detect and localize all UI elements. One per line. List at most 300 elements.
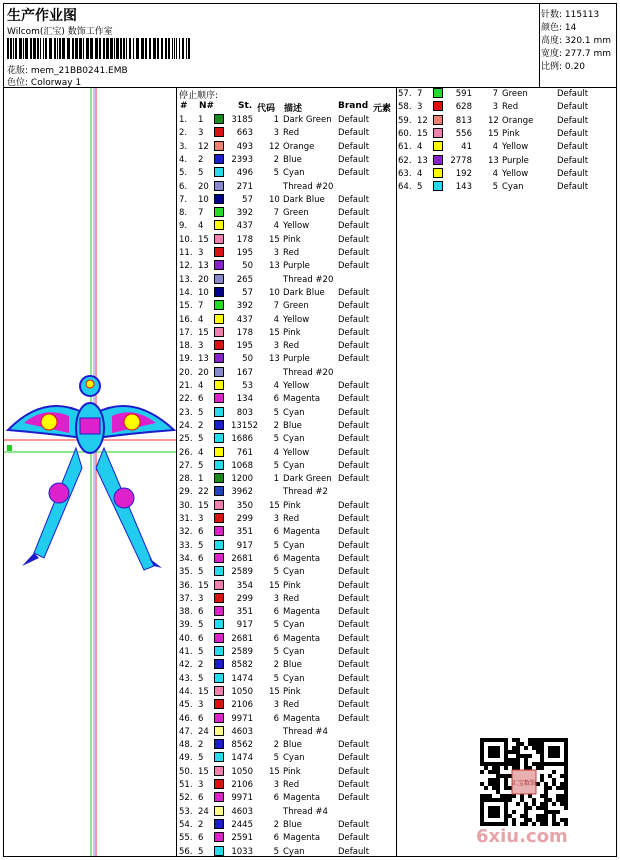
table-row <box>179 260 394 273</box>
row-index: 60. <box>398 128 412 139</box>
row-description: Cyan <box>283 434 305 445</box>
row-index: 43. <box>179 673 193 684</box>
row-needle: 15 <box>198 327 209 338</box>
row-brand: Default <box>338 354 370 365</box>
color-swatch <box>214 407 224 417</box>
table-row <box>179 353 394 366</box>
row-code: 10 <box>269 194 280 205</box>
row-code: 5 <box>273 567 279 578</box>
row-stitches: 354 <box>236 580 253 591</box>
color-swatch <box>214 353 224 363</box>
design-value: mem_21BB0241.EMB <box>30 66 128 76</box>
row-brand: Default <box>338 141 370 152</box>
row-stitches: 761 <box>236 447 253 458</box>
color-swatch <box>214 314 224 324</box>
row-code: 3 <box>492 102 498 113</box>
row-brand: Default <box>338 713 370 724</box>
row-index: 16. <box>179 314 193 325</box>
row-description: Magenta <box>283 527 321 538</box>
row-brand: Default <box>338 633 370 644</box>
row-needle: 6 <box>198 833 204 844</box>
row-index: 61. <box>398 142 412 153</box>
row-index: 24. <box>179 420 193 431</box>
row-brand: Default <box>338 394 370 405</box>
row-index: 11. <box>179 248 193 258</box>
color-swatch <box>214 686 224 696</box>
row-index: 55. <box>179 833 193 844</box>
table-row <box>179 713 394 726</box>
row-needle: 2 <box>198 154 204 165</box>
row-brand: Default <box>338 660 370 671</box>
row-index: 44. <box>179 686 193 697</box>
table-row <box>398 141 613 154</box>
row-code: 5 <box>273 620 279 631</box>
color-swatch <box>214 766 224 776</box>
color-swatch <box>214 553 224 563</box>
row-needle: 4 <box>198 447 204 458</box>
row-brand: Default <box>557 128 589 139</box>
row-index: 47. <box>179 726 193 737</box>
row-stitches: 493 <box>236 141 253 152</box>
row-needle: 12 <box>417 115 428 126</box>
row-description: Cyan <box>283 673 305 684</box>
row-index: 17. <box>179 327 193 338</box>
row-description: Purple <box>283 354 310 365</box>
color-swatch <box>214 593 224 603</box>
row-stitches: 803 <box>236 407 253 418</box>
row-description: Magenta <box>283 793 321 804</box>
color-swatch <box>214 606 224 616</box>
row-needle: 7 <box>198 208 204 219</box>
row-description: Thread #20 <box>283 181 334 192</box>
row-description: Thread #2 <box>283 487 328 498</box>
row-index: 51. <box>179 780 193 790</box>
row-stitches: 1474 <box>231 753 253 764</box>
table-row <box>179 234 394 247</box>
row-index: 20. <box>179 367 193 378</box>
row-description: Cyan <box>283 620 305 631</box>
colorway-value: Colorway 1 <box>30 78 82 88</box>
table-row <box>179 367 394 380</box>
row-index: 26. <box>179 447 193 458</box>
table-row <box>179 154 394 167</box>
row-description: Yellow <box>283 381 310 391</box>
table-row <box>179 447 394 460</box>
row-description: Blue <box>283 154 302 165</box>
row-needle: 20 <box>198 181 209 192</box>
row-brand: Default <box>338 673 370 684</box>
row-brand: Default <box>338 647 370 657</box>
table-row <box>179 194 394 207</box>
color-swatch <box>214 819 224 829</box>
row-code: 5 <box>273 407 279 418</box>
row-needle: 4 <box>417 168 423 179</box>
color-swatch <box>214 260 224 270</box>
row-stitches: 1050 <box>231 686 253 697</box>
color-swatch <box>214 447 224 457</box>
color-swatch <box>214 832 224 842</box>
row-needle: 15 <box>198 766 209 777</box>
table-row <box>179 606 394 619</box>
row-stitches: 628 <box>455 102 472 113</box>
row-code: 6 <box>273 553 279 564</box>
barcode <box>7 38 190 59</box>
row-needle: 24 <box>198 726 209 737</box>
row-description: Yellow <box>502 168 529 179</box>
table-row <box>179 766 394 779</box>
table-row <box>179 566 394 579</box>
color-swatch <box>433 115 443 125</box>
row-code: 4 <box>492 142 498 153</box>
table-row <box>179 380 394 393</box>
row-index: 54. <box>179 819 193 830</box>
row-index: 39. <box>179 620 193 631</box>
row-needle: 4 <box>198 381 204 391</box>
row-brand: Default <box>338 620 370 631</box>
row-stitches: 813 <box>455 115 472 126</box>
row-index: 41. <box>179 647 193 657</box>
row-code: 7 <box>492 89 498 99</box>
col-description: 描述 <box>284 104 303 114</box>
row-code: 1 <box>273 115 279 125</box>
row-stitches: 2589 <box>231 567 253 578</box>
row-brand: Default <box>338 261 370 272</box>
row-brand: Default <box>338 553 370 564</box>
row-needle: 6 <box>198 633 204 644</box>
row-needle: 2 <box>198 740 204 751</box>
row-stitches: 53 <box>242 381 253 391</box>
row-needle: 3 <box>198 780 204 790</box>
row-brand: Default <box>338 766 370 777</box>
row-stitches: 2445 <box>231 819 253 830</box>
row-needle: 5 <box>198 567 204 578</box>
row-code: 3 <box>273 780 279 790</box>
row-code: 15 <box>269 500 280 511</box>
row-needle: 5 <box>198 540 204 551</box>
row-code: 3 <box>273 341 279 352</box>
row-stitches: 2393 <box>231 154 253 165</box>
color-swatch <box>214 194 224 204</box>
row-needle: 15 <box>198 234 209 245</box>
row-brand: Default <box>338 540 370 551</box>
table-row <box>179 819 394 832</box>
row-description: Pink <box>283 327 301 338</box>
col-index: # <box>180 101 188 111</box>
row-stitches: 496 <box>236 168 253 179</box>
row-stitches: 8582 <box>231 660 253 671</box>
row-description: Pink <box>283 234 301 245</box>
color-swatch <box>214 526 224 536</box>
row-stitches: 41 <box>461 142 472 153</box>
color-swatch <box>214 699 224 709</box>
color-swatch <box>214 779 224 789</box>
row-needle: 1 <box>198 115 204 125</box>
row-description: Yellow <box>502 142 529 153</box>
row-needle: 6 <box>198 527 204 538</box>
row-code: 5 <box>273 460 279 471</box>
row-index: 35. <box>179 567 193 578</box>
row-brand: Default <box>338 846 370 857</box>
table-row <box>179 181 394 194</box>
row-code: 2 <box>273 660 279 671</box>
row-code: 6 <box>273 607 279 618</box>
row-needle: 13 <box>198 261 209 272</box>
row-stitches: 192 <box>455 168 472 179</box>
table-row <box>179 393 394 406</box>
table-row <box>398 168 613 181</box>
table-row <box>179 673 394 686</box>
row-index: 12. <box>179 261 193 272</box>
row-stitches: 1068 <box>231 460 253 471</box>
row-needle: 5 <box>198 434 204 445</box>
row-description: Red <box>283 514 300 524</box>
row-description: Yellow <box>283 447 310 458</box>
row-index: 27. <box>179 460 193 471</box>
row-stitches: 265 <box>236 274 253 285</box>
row-needle: 5 <box>198 647 204 657</box>
row-brand: Default <box>338 115 370 125</box>
row-needle: 5 <box>198 673 204 684</box>
row-stitches: 2589 <box>231 647 253 657</box>
color-swatch <box>214 792 224 802</box>
row-needle: 4 <box>198 314 204 325</box>
row-code: 15 <box>269 686 280 697</box>
row-index: 25. <box>179 434 193 445</box>
row-needle: 3 <box>198 341 204 352</box>
row-needle: 3 <box>198 593 204 604</box>
column-divider <box>396 87 397 857</box>
row-code: 13 <box>269 354 280 365</box>
table-row <box>179 633 394 646</box>
row-brand: Default <box>338 447 370 458</box>
table-row <box>179 127 394 140</box>
color-swatch <box>214 127 224 137</box>
row-brand: Default <box>338 301 370 312</box>
row-needle: 5 <box>198 846 204 857</box>
row-description: Cyan <box>283 846 305 857</box>
table-row <box>179 832 394 845</box>
row-description: Thread #4 <box>283 806 328 817</box>
row-stitches: 2106 <box>231 780 253 790</box>
stat-scale: 比例: 0.20 <box>541 62 585 72</box>
row-stitches: 2106 <box>231 700 253 711</box>
row-code: 6 <box>273 394 279 405</box>
color-swatch <box>214 633 224 643</box>
row-description: Dark Green <box>283 474 332 485</box>
color-swatch <box>214 659 224 669</box>
row-description: Yellow <box>283 314 310 325</box>
row-stitches: 4603 <box>231 726 253 737</box>
row-brand: Default <box>338 327 370 338</box>
row-code: 5 <box>273 647 279 657</box>
row-index: 4. <box>179 154 188 165</box>
row-code: 15 <box>488 128 499 139</box>
table-row <box>179 486 394 499</box>
row-description: Dark Blue <box>283 287 325 298</box>
row-code: 15 <box>269 580 280 591</box>
row-code: 2 <box>273 740 279 751</box>
row-needle: 20 <box>198 367 209 378</box>
table-row <box>179 513 394 526</box>
row-stitches: 9971 <box>231 713 253 724</box>
row-stitches: 195 <box>236 341 253 352</box>
row-needle: 7 <box>198 301 204 312</box>
color-swatch <box>433 128 443 138</box>
color-swatch <box>214 713 224 723</box>
row-brand: Default <box>338 700 370 711</box>
row-needle: 3 <box>198 128 204 139</box>
color-swatch <box>214 393 224 403</box>
row-description: Magenta <box>283 633 321 644</box>
stat-colors: 颜色: 14 <box>541 23 577 33</box>
preview-divider <box>176 87 177 857</box>
row-index: 57. <box>398 89 412 99</box>
row-brand: Default <box>338 753 370 764</box>
row-index: 22. <box>179 394 193 405</box>
row-index: 31. <box>179 514 193 524</box>
row-needle: 2 <box>198 819 204 830</box>
row-brand: Default <box>557 115 589 126</box>
row-needle: 6 <box>198 713 204 724</box>
design-label: 花版: <box>7 66 29 76</box>
row-stitches: 917 <box>236 620 253 631</box>
color-swatch <box>214 806 224 816</box>
row-description: Magenta <box>283 713 321 724</box>
table-row <box>179 806 394 819</box>
row-brand: Default <box>338 168 370 179</box>
row-index: 3. <box>179 141 188 152</box>
row-needle: 6 <box>198 793 204 804</box>
row-index: 62. <box>398 155 412 166</box>
row-needle: 3 <box>198 514 204 524</box>
table-row <box>179 726 394 739</box>
row-index: 36. <box>179 580 193 591</box>
row-code: 4 <box>273 381 279 391</box>
row-brand: Default <box>338 527 370 538</box>
row-needle: 3 <box>198 248 204 258</box>
color-swatch <box>433 141 443 151</box>
row-code: 5 <box>273 753 279 764</box>
row-stitches: 134 <box>236 394 253 405</box>
row-description: Red <box>283 248 300 258</box>
color-swatch <box>214 181 224 191</box>
row-brand: Default <box>338 154 370 165</box>
row-description: Red <box>283 593 300 604</box>
color-swatch <box>214 167 224 177</box>
color-swatch <box>214 220 224 230</box>
row-stitches: 178 <box>236 327 253 338</box>
qr-stamp-text: 汇宝数饰 <box>511 780 537 787</box>
table-row <box>179 593 394 606</box>
row-description: Orange <box>502 115 534 126</box>
row-description: Pink <box>283 580 301 591</box>
color-swatch <box>214 673 224 683</box>
color-swatch <box>214 300 224 310</box>
row-stitches: 556 <box>455 128 472 139</box>
row-index: 40. <box>179 633 193 644</box>
row-needle: 15 <box>198 500 209 511</box>
color-swatch <box>214 433 224 443</box>
row-needle: 5 <box>198 753 204 764</box>
table-row <box>179 220 394 233</box>
stat-stitches: 针数: 115113 <box>541 10 600 20</box>
row-description: Cyan <box>283 460 305 471</box>
row-brand: Default <box>338 780 370 790</box>
table-row <box>398 115 613 128</box>
row-code: 2 <box>273 154 279 165</box>
row-brand: Default <box>338 500 370 511</box>
row-index: 28. <box>179 474 193 485</box>
row-description: Yellow <box>283 221 310 232</box>
table-row <box>179 473 394 486</box>
row-description: Thread #20 <box>283 274 334 285</box>
row-brand: Default <box>338 580 370 591</box>
color-swatch <box>433 168 443 178</box>
color-swatch <box>214 846 224 856</box>
row-index: 2. <box>179 128 188 139</box>
row-code: 3 <box>273 593 279 604</box>
row-code: 4 <box>273 447 279 458</box>
color-swatch <box>214 726 224 736</box>
row-description: Purple <box>502 155 529 166</box>
row-brand: Default <box>557 142 589 153</box>
row-index: 46. <box>179 713 193 724</box>
table-row <box>179 340 394 353</box>
row-needle: 5 <box>417 182 423 193</box>
row-code: 6 <box>273 633 279 644</box>
row-index: 1. <box>179 115 188 125</box>
color-swatch <box>214 207 224 217</box>
row-description: Green <box>502 89 528 99</box>
color-swatch <box>214 513 224 523</box>
table-row <box>398 88 613 101</box>
color-swatch <box>214 274 224 284</box>
row-description: Red <box>283 700 300 711</box>
color-swatch <box>433 155 443 165</box>
color-swatch <box>214 247 224 257</box>
table-row <box>179 580 394 593</box>
table-row <box>179 314 394 327</box>
color-swatch <box>433 181 443 191</box>
row-stitches: 299 <box>236 514 253 524</box>
row-code: 3 <box>273 248 279 258</box>
row-needle: 2 <box>198 660 204 671</box>
table-row <box>179 274 394 287</box>
row-stitches: 2591 <box>231 833 253 844</box>
row-description: Dark Blue <box>283 194 325 205</box>
row-index: 53. <box>179 806 193 817</box>
row-code: 10 <box>269 287 280 298</box>
row-stitches: 392 <box>236 208 253 219</box>
row-description: Cyan <box>283 647 305 657</box>
row-description: Cyan <box>283 567 305 578</box>
row-needle: 24 <box>198 806 209 817</box>
row-stitches: 1033 <box>231 846 253 857</box>
row-brand: Default <box>338 221 370 232</box>
row-brand: Default <box>338 460 370 471</box>
row-index: 49. <box>179 753 193 764</box>
row-code: 4 <box>492 168 498 179</box>
color-swatch <box>214 114 224 124</box>
table-row <box>179 247 394 260</box>
row-brand: Default <box>557 102 589 113</box>
row-brand: Default <box>338 607 370 618</box>
row-description: Orange <box>283 141 315 152</box>
col-brand: Brand <box>338 101 369 111</box>
table-row <box>179 207 394 220</box>
row-index: 9. <box>179 221 188 232</box>
row-index: 21. <box>179 381 193 391</box>
